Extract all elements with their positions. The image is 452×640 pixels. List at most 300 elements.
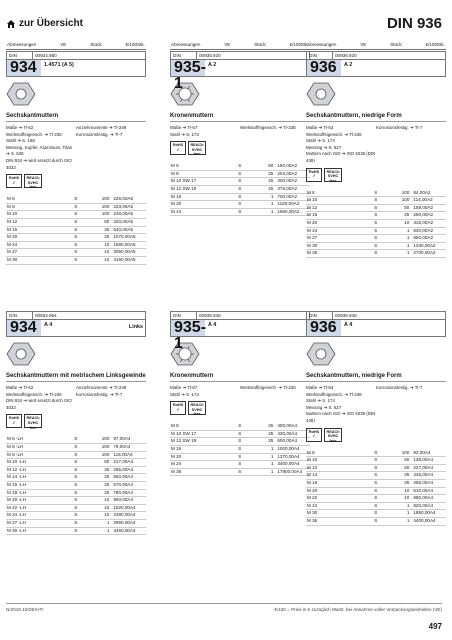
table-row[interactable] — [306, 190, 446, 197]
price-cell: 1520,00A4 — [113, 504, 136, 510]
spec-link[interactable]: DIN 934 ➔ wird ersetzt durch ISO 4032 — [6, 398, 72, 410]
size-cell: M 8 — [307, 449, 315, 455]
price-cell: 1180,00A2 — [277, 201, 300, 207]
section-title: Sechskantmuttern, niedrige Form — [306, 373, 402, 379]
qty-cell: 25 — [268, 423, 274, 429]
spec-right — [240, 385, 310, 398]
size-cell: M 27 -LH — [7, 519, 26, 525]
spec-link[interactable]: Werkstoffeigensch. ➔ Tl-236 — [6, 131, 62, 137]
table-row[interactable] — [170, 468, 310, 476]
price-cell: 570,00A4 — [113, 481, 134, 487]
size-cell: M 22 -LH — [7, 504, 26, 510]
size-cell: M 24 -LH — [7, 512, 26, 518]
spec-link[interactable]: Maße ➔ Tl-63 — [306, 385, 334, 390]
spec-link[interactable]: Maße ➔ Tl-67 — [170, 385, 198, 390]
ve-cell: S — [74, 203, 78, 209]
top-bar — [0, 12, 452, 40]
ve-cell: S — [74, 497, 78, 503]
table-row[interactable] — [6, 527, 146, 535]
rohs-check-icon: ✓ — [12, 180, 16, 185]
spec-link[interactable]: Stahl ➔ S. 173 — [170, 131, 199, 137]
spec-link[interactable]: Anziehmomente ➔ Tl-249 — [76, 125, 127, 130]
ve-cell: S — [238, 423, 242, 429]
spec-left — [170, 125, 240, 138]
size-cell: M 8 -LH — [7, 451, 24, 457]
spec-link[interactable]: Maße ➔ Tl-62 — [6, 385, 34, 390]
spec-link[interactable]: Werkstoffeigensch. ➔ Tl-236 — [240, 125, 296, 130]
table-row[interactable] — [6, 211, 146, 219]
rohs-badge — [170, 401, 186, 415]
spec-link[interactable]: Messing, Kupfer, Aluminium, Titan ➔ S. 626 — [6, 144, 73, 157]
rohs-label: RoHS — [8, 416, 20, 421]
section-divider — [306, 121, 446, 122]
ve-cell: S — [374, 204, 378, 210]
ve-cell: S — [74, 504, 78, 510]
ve-cell: S — [374, 449, 378, 455]
qty-cell: 50 — [104, 459, 110, 465]
ve-cell: S — [238, 461, 242, 467]
spec-link[interactable]: Korrosionsfestig. ➔ Tl-7 — [76, 131, 123, 137]
table-row[interactable] — [306, 517, 446, 525]
ve-cell: S — [74, 234, 78, 240]
table-row[interactable] — [6, 519, 146, 527]
nut-illustration — [306, 81, 336, 107]
spec-left — [6, 125, 76, 171]
ve-cell: S — [74, 512, 78, 518]
size-cell: M 24 — [307, 502, 318, 508]
material-grade: A 4 — [208, 322, 217, 328]
product-block-b935_2 — [170, 40, 310, 216]
table-row[interactable] — [306, 250, 446, 258]
din-box — [170, 51, 310, 92]
size-cell: M 8 — [171, 423, 179, 429]
din-label: DIN — [171, 52, 197, 59]
ve-cell: S — [238, 453, 242, 459]
ve-cell: S — [74, 443, 78, 449]
table-row[interactable] — [306, 219, 446, 227]
section-title: Kronenmuttern — [170, 113, 214, 119]
ve-cell: S — [374, 219, 378, 225]
size-cell: M 14 -LH — [7, 474, 26, 480]
size-cell: M 6 — [171, 163, 179, 169]
price-table — [6, 196, 146, 264]
din-box — [6, 311, 146, 337]
price-cell: 84,00A2 — [413, 189, 431, 195]
rohs-check-icon: ✓ — [312, 174, 316, 179]
price-cell: 1330,00A2 — [413, 242, 436, 248]
size-cell: M 20 — [307, 487, 318, 493]
ve-cell: S — [374, 464, 378, 470]
size-cell: M 20 — [171, 453, 182, 459]
spec-link[interactable]: Muttern nach ISO ➔ ISO 4035 (DIN 439) — [306, 151, 376, 163]
size-cell: M 5 -LH — [7, 436, 24, 442]
qty-cell: 100 — [401, 449, 410, 455]
table-row[interactable] — [306, 450, 446, 457]
rohs-check-icon: ✓ — [176, 147, 180, 152]
price-cell: 295,00A4 — [113, 466, 134, 472]
table-row[interactable] — [170, 445, 310, 453]
qty-cell: 50 — [404, 204, 410, 210]
article-number: 936 — [307, 60, 341, 76]
table-row[interactable] — [306, 479, 446, 487]
ve-cell: S — [374, 189, 378, 195]
spec-references — [306, 125, 446, 165]
section-divider — [6, 121, 146, 122]
ve-cell: S — [74, 459, 78, 465]
spec-link[interactable]: Maße ➔ Tl-62 — [6, 125, 34, 130]
qty-cell: 100 — [101, 196, 110, 202]
reach-badge: REACh SVHC free — [188, 401, 206, 415]
ve-cell: S — [74, 451, 78, 457]
ve-cell: S — [74, 527, 78, 533]
qty-cell: 1 — [406, 250, 410, 256]
column-stk: Stück — [390, 42, 402, 47]
din-box — [6, 51, 146, 77]
size-cell: M 10 — [307, 197, 318, 203]
size-cell: M 20 — [171, 201, 182, 207]
table-row[interactable] — [306, 212, 446, 220]
column-header — [306, 40, 446, 50]
ve-cell: S — [238, 468, 242, 474]
price-cell: 365,00A4 — [413, 479, 434, 485]
table-row[interactable] — [6, 256, 146, 264]
table-row[interactable] — [306, 495, 446, 503]
product-block-b936_2 — [306, 40, 446, 258]
size-cell: M 10 — [7, 211, 18, 217]
ve-cell: S — [374, 502, 378, 508]
article-number: 934 — [7, 320, 41, 336]
spec-link[interactable]: DIN 934 ➔ wird ersetzt durch ISO 4032 — [6, 157, 72, 170]
table-row[interactable] — [6, 466, 146, 474]
size-cell: M 24 — [171, 208, 182, 214]
spec-link[interactable]: Korrosionsfestig. ➔ Tl-7 — [376, 125, 423, 130]
qty-cell: 25 — [104, 466, 110, 472]
price-cell: 2950,00A4 — [113, 519, 136, 525]
ve-cell: S — [238, 208, 242, 214]
table-row[interactable] — [6, 512, 146, 520]
table-row[interactable] — [306, 464, 446, 472]
table-row[interactable] — [306, 502, 446, 510]
table-row[interactable] — [6, 436, 146, 443]
size-cell: M 30 — [7, 256, 18, 262]
din-label: DIN — [307, 52, 333, 59]
qty-cell: 1 — [406, 227, 410, 233]
ve-cell: S — [374, 510, 378, 516]
price-cell: 3050,00A5 — [113, 249, 136, 255]
qty-cell: 1 — [270, 461, 274, 467]
ve-cell: S — [374, 212, 378, 218]
spec-link[interactable]: Werkstoffeigensch. ➔ Tl-236 — [6, 391, 62, 397]
qty-cell: 10 — [404, 495, 410, 501]
price-cell: 3400,00A4 — [277, 461, 300, 467]
price-cell: 3450,00A4 — [113, 527, 136, 533]
column-header — [170, 40, 310, 50]
rohs-check-icon: ✓ — [176, 407, 180, 412]
spec-link[interactable]: Werkstoffeigensch. ➔ Tl-236 — [306, 131, 362, 137]
rohs-label: RoHS — [172, 143, 184, 148]
price-cell: 540,00A5 — [113, 226, 134, 232]
table-row[interactable] — [170, 163, 310, 170]
qty-cell: 25 — [268, 170, 274, 176]
table-row[interactable] — [306, 242, 446, 250]
table-row[interactable] — [170, 201, 310, 209]
qty-cell: 100 — [401, 197, 410, 203]
qty-cell: 10 — [104, 504, 110, 510]
price-cell: 610,00A4 — [413, 487, 434, 493]
compliance-badges — [170, 141, 310, 155]
qty-cell: 10 — [104, 241, 110, 247]
spec-link[interactable]: Stahl ➔ S. 174 — [306, 398, 335, 404]
din-box — [306, 311, 446, 337]
size-cell: M 36 — [307, 517, 318, 523]
table-row[interactable] — [306, 204, 446, 212]
table-row[interactable] — [6, 226, 146, 234]
spec-link[interactable]: Stahl ➔ S. 168 — [6, 138, 35, 144]
qty-cell: 100 — [101, 443, 110, 449]
compliance-badges — [6, 174, 146, 188]
back-link-label: zur Übersicht — [19, 18, 83, 29]
din-code: 00935.940 — [199, 313, 221, 318]
price-cell: 1880,00A5 — [113, 241, 136, 247]
price-table — [170, 163, 310, 216]
price-cell: 430,00A4 — [277, 430, 298, 436]
ve-cell: S — [238, 193, 242, 199]
ve-cell: S — [374, 235, 378, 241]
qty-cell: 25 — [268, 438, 274, 444]
price-cell: 138,00A4 — [413, 457, 434, 463]
spec-link[interactable]: Muttern nach ISO ➔ ISO 4035 (DIN 439) — [306, 411, 376, 423]
size-cell: M 10 -LH — [7, 459, 26, 465]
price-cell: 2700,00A2 — [413, 250, 436, 256]
qty-cell: 1 — [270, 445, 274, 451]
spec-references — [306, 385, 446, 425]
rohs-check-icon: ✓ — [312, 434, 316, 439]
qty-cell: 1 — [406, 242, 410, 248]
price-cell: 217,00A4 — [113, 459, 134, 465]
ve-cell: S — [374, 197, 378, 203]
qty-cell: 10 — [104, 256, 110, 262]
table-row[interactable] — [306, 197, 446, 205]
qty-cell: 1 — [270, 453, 274, 459]
table-row[interactable] — [6, 218, 146, 226]
table-row[interactable] — [6, 451, 146, 459]
size-cell: M 12 SW 19 — [171, 185, 197, 191]
ve-cell: S — [374, 242, 378, 248]
table-row[interactable] — [6, 203, 146, 211]
table-row[interactable] — [6, 234, 146, 242]
price-cell: 114,00A2 — [413, 197, 433, 203]
spec-right — [240, 125, 310, 138]
back-to-overview-link[interactable] — [6, 18, 83, 29]
qty-cell: 25 — [268, 430, 274, 436]
size-cell: M 16 — [171, 193, 182, 199]
ve-cell: S — [238, 438, 242, 444]
spec-link[interactable]: Messing ➔ S. 627 — [306, 404, 342, 410]
product-block-b936_4 — [306, 310, 446, 526]
column-ve: VE — [60, 42, 67, 47]
price-cell: 1070,00A5 — [113, 234, 136, 240]
price-cell: 223,00A5 — [113, 203, 134, 209]
table-row[interactable] — [170, 423, 310, 430]
spec-left — [170, 385, 240, 398]
spec-link[interactable]: Korrosionsfestig. ➔ Tl-7 — [376, 385, 423, 390]
table-row[interactable] — [170, 453, 310, 461]
table-row[interactable] — [6, 459, 146, 467]
qty-cell: 1 — [270, 208, 274, 214]
qty-cell: 50 — [268, 163, 274, 169]
price-cell: 700,00A2 — [277, 193, 298, 199]
size-cell: M 8 — [307, 189, 315, 195]
size-cell: M 8 — [7, 203, 15, 209]
spec-link[interactable]: Stahl ➔ S. 174 — [306, 138, 335, 144]
material-grade: A 4 — [44, 322, 53, 328]
qty-cell: 1 — [270, 193, 274, 199]
rohs-check-icon: ✓ — [12, 420, 16, 425]
spec-right — [76, 385, 146, 411]
ve-cell: S — [238, 170, 242, 176]
size-cell: M 14 — [307, 472, 318, 478]
table-row[interactable] — [170, 185, 310, 193]
size-cell: M 12 -LH — [7, 466, 26, 472]
size-cell: M 18 -LH — [7, 489, 26, 495]
size-cell: M 6 -LH — [7, 443, 24, 449]
spec-references — [170, 385, 310, 398]
spec-left — [306, 385, 376, 425]
size-cell: M 27 — [7, 249, 18, 255]
spec-references — [6, 125, 146, 171]
table-row[interactable] — [306, 487, 446, 495]
material-grade: A 4 — [344, 322, 353, 328]
table-row[interactable] — [6, 474, 146, 482]
size-cell: M 30 -LH — [7, 527, 26, 533]
din-code: 00936.920 — [335, 53, 357, 58]
nut-illustration — [306, 341, 336, 367]
footer-divider — [6, 603, 442, 604]
spec-link[interactable]: Werkstoffeigensch. ➔ Tl-236 — [306, 391, 362, 397]
spec-link[interactable]: Maße ➔ Tl-67 — [170, 125, 198, 130]
qty-cell: 1 — [406, 517, 410, 523]
table-row[interactable] — [6, 497, 146, 505]
size-cell: M 16 — [7, 226, 18, 232]
qty-cell: 1 — [270, 468, 274, 474]
table-row[interactable] — [170, 178, 310, 186]
column-stk: Stück — [254, 42, 266, 47]
material-grade: A 2 — [344, 62, 353, 68]
ve-cell: S — [74, 211, 78, 217]
din-label: DIN — [307, 312, 333, 319]
din-code: 00934.964 — [35, 313, 57, 318]
table-row[interactable] — [170, 208, 310, 216]
spec-left — [6, 385, 76, 411]
table-row[interactable] — [306, 235, 446, 243]
size-cell: M 10 SW 17 — [171, 178, 197, 184]
ve-cell: S — [238, 201, 242, 207]
table-row[interactable] — [170, 430, 310, 438]
price-cell: 260,00A2 — [413, 212, 434, 218]
table-row[interactable] — [6, 481, 146, 489]
ve-cell: S — [238, 430, 242, 436]
size-cell: M 10 SW 17 — [171, 430, 197, 436]
table-row[interactable] — [306, 227, 446, 235]
table-row[interactable] — [306, 457, 446, 465]
price-cell: 4400,00A4 — [413, 517, 436, 523]
spec-link[interactable]: Korrosionsfestig. ➔ Tl-7 — [76, 391, 123, 397]
qty-cell: 1 — [106, 527, 110, 533]
table-row[interactable] — [306, 472, 446, 480]
price-cell: 950,00A2 — [413, 235, 434, 241]
ve-cell: S — [74, 481, 78, 487]
spec-link[interactable]: Anziehmomente ➔ Tl-249 — [76, 385, 127, 390]
spec-link[interactable]: Stahl ➔ S. 173 — [170, 391, 199, 397]
table-row[interactable] — [6, 196, 146, 203]
size-cell: M 10 — [307, 457, 318, 463]
size-cell: M 12 — [307, 464, 318, 470]
spec-link[interactable]: Werkstoffeigensch. ➔ Tl-236 — [240, 385, 296, 390]
ve-cell: S — [374, 487, 378, 493]
size-cell: M 36 — [171, 468, 182, 474]
section-divider — [306, 381, 446, 382]
size-cell: M 8 — [171, 170, 179, 176]
table-row[interactable] — [6, 504, 146, 512]
page-title: DIN 936 — [386, 15, 442, 32]
size-cell: M 12 — [307, 204, 318, 210]
qty-cell: 1 — [406, 235, 410, 241]
table-row[interactable] — [170, 461, 310, 469]
price-cell: 780,00A4 — [113, 489, 134, 495]
price-cell: 116,00A4 — [113, 451, 133, 457]
spec-link[interactable]: Messing ➔ S. 627 — [306, 144, 342, 150]
price-cell: 203,00A2 — [277, 170, 298, 176]
price-cell: 226,00A5 — [113, 196, 134, 202]
column-price: €/100Stk. — [289, 42, 309, 47]
table-row[interactable] — [306, 510, 446, 518]
qty-cell: 1 — [270, 201, 274, 207]
qty-cell: 25 — [104, 489, 110, 495]
table-row[interactable] — [170, 170, 310, 178]
table-row[interactable] — [170, 193, 310, 201]
table-row[interactable] — [170, 438, 310, 446]
column-header — [6, 40, 146, 50]
table-row[interactable] — [6, 443, 146, 451]
qty-cell: 25 — [268, 178, 274, 184]
spec-link[interactable]: Maße ➔ Tl-63 — [306, 125, 334, 130]
table-row[interactable] — [6, 489, 146, 497]
spec-right — [376, 125, 446, 165]
price-cell: 227,00A4 — [413, 464, 434, 470]
ve-cell: S — [238, 178, 242, 184]
table-row[interactable] — [6, 249, 146, 257]
reach-badge: REACh SVHC free — [324, 168, 342, 182]
din-label: DIN — [7, 312, 33, 319]
table-row[interactable] — [6, 241, 146, 249]
price-cell: 375,00A2 — [277, 185, 298, 191]
article-row — [171, 59, 309, 92]
price-cell: 93,00A4 — [413, 449, 431, 455]
section-title: Sechskantmuttern — [6, 113, 59, 119]
qty-cell: 25 — [104, 226, 110, 232]
page-number: 497 — [428, 622, 442, 631]
section-title: Kronenmuttern — [170, 373, 214, 379]
price-cell: 1370,00A4 — [277, 453, 300, 459]
ve-cell: S — [374, 457, 378, 463]
article-number: 935-1 — [171, 60, 205, 76]
rohs-badge — [6, 174, 22, 188]
size-cell: M 12 — [7, 218, 18, 224]
size-cell: M 20 — [7, 234, 18, 240]
spec-references — [6, 385, 146, 411]
size-cell: M 27 — [307, 235, 318, 241]
size-cell: M 20 -LH — [7, 497, 26, 503]
